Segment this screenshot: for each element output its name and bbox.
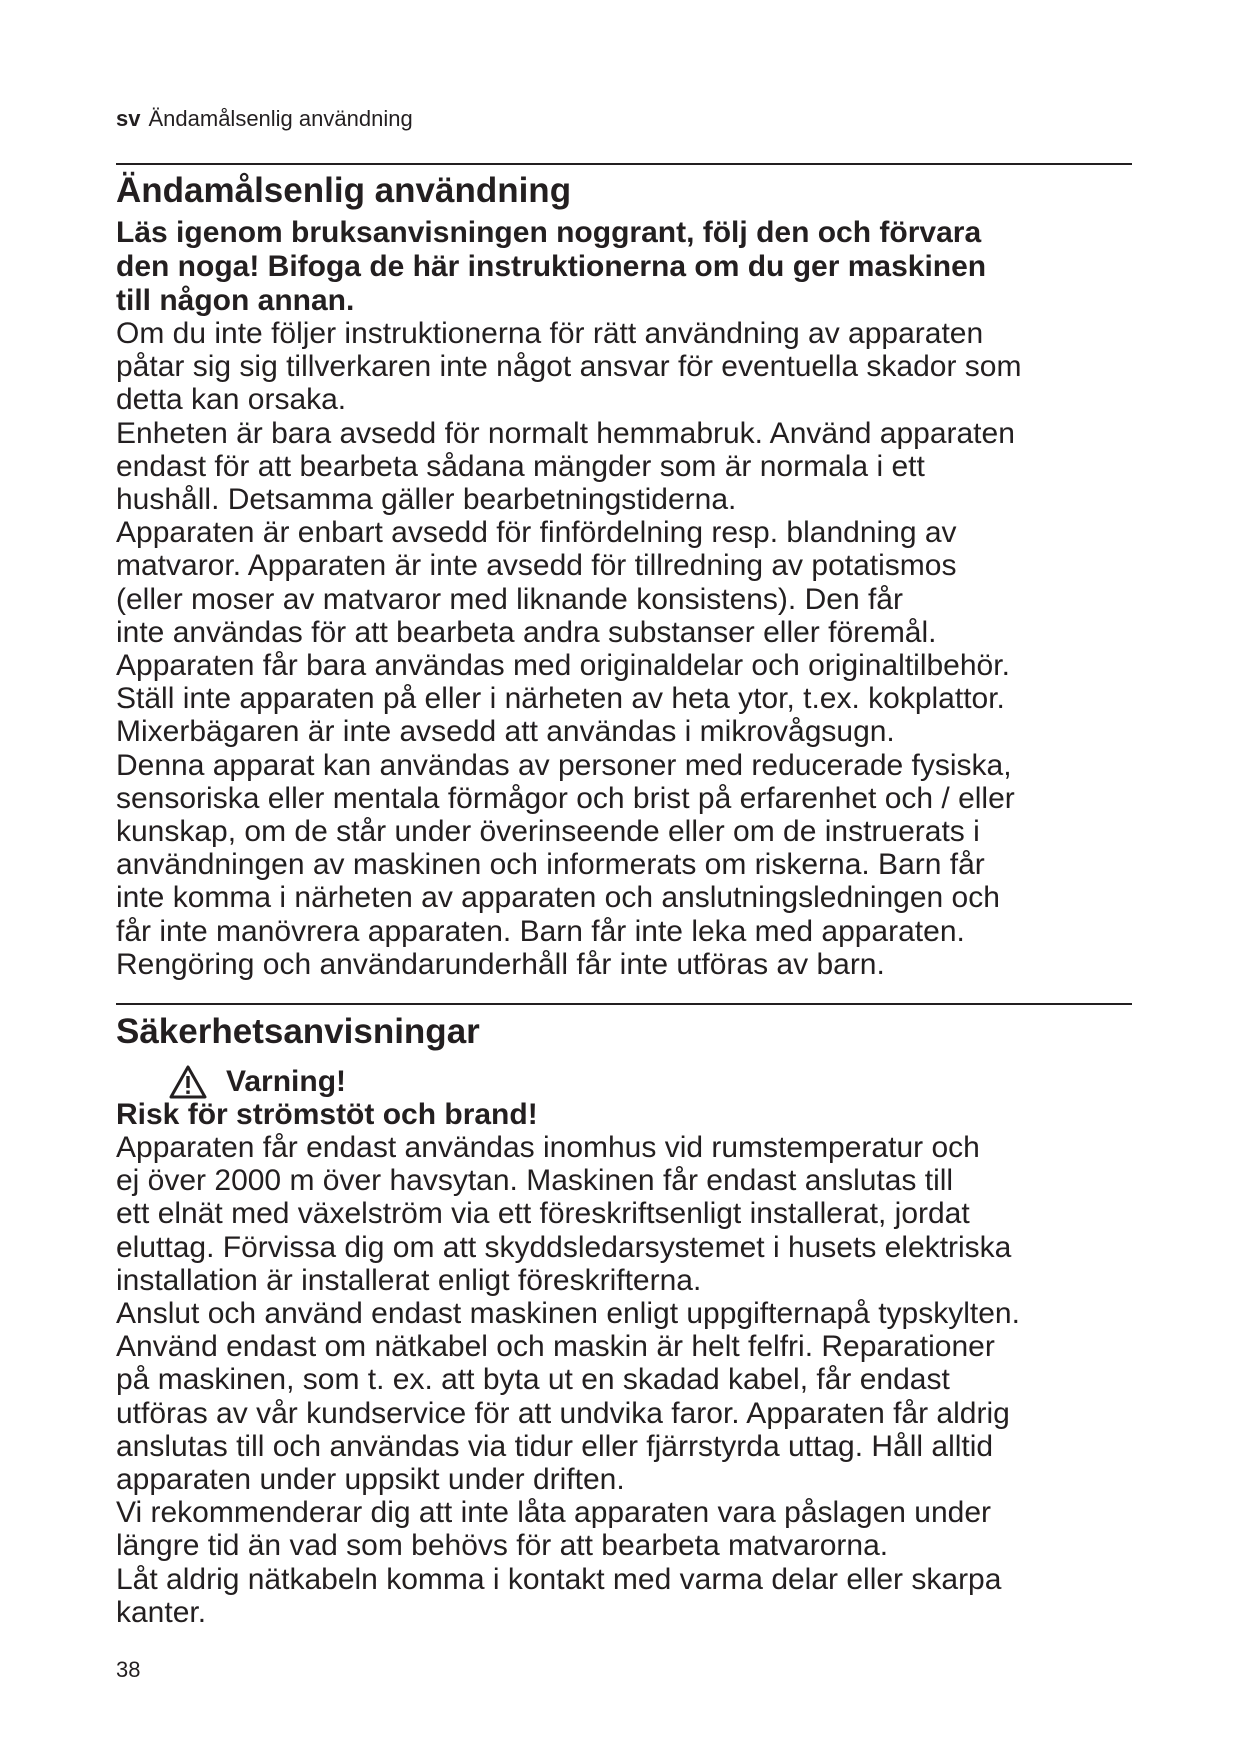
intended-use-body	[116, 317, 1132, 981]
body-line: Apparaten får bara användas med originaldelar och originaltilbehör.	[116, 649, 1010, 683]
body-line: användningen av maskinen och informerats om riskerna. Barn får	[116, 848, 985, 882]
intro-line: till någon annan.	[116, 283, 355, 317]
section-heading-safety: Säkerhetsanvisningar	[116, 1012, 480, 1051]
body-line: hushåll. Detsamma gäller bearbetningstiderna.	[116, 483, 737, 517]
body-line: ej över 2000 m över havsytan. Maskinen får endast anslutas till	[116, 1164, 954, 1198]
warning-label: Varning!	[226, 1065, 347, 1098]
body-line: inte komma i närheten av apparaten och anslutningsledningen och	[116, 881, 1000, 915]
body-line: Rengöring och användarunderhåll får inte utföras av barn.	[116, 947, 885, 981]
body-line: Enheten är bara avsedd för normalt hemmabruk. Använd apparaten	[116, 416, 1015, 450]
body-line: Anslut och använd endast maskinen enligt uppgifternapå typskylten.	[116, 1297, 1020, 1331]
body-line: sensoriska eller mentala förmågor och brist på erfarenhet och / eller	[116, 781, 1015, 815]
intro-line: den noga! Bifoga de här instruktionerna om du ger maskinen	[116, 249, 987, 283]
body-line: Denna apparat kan användas av personer med reducerade fysiska,	[116, 748, 1012, 782]
section-divider	[116, 163, 1132, 165]
body-line: matvaror. Apparaten är inte avsedd för tillredning av potatismos	[116, 549, 957, 583]
body-line: Apparaten får endast användas inomhus vid rumstemperatur och	[116, 1131, 980, 1164]
risk-heading: Risk för strömstöt och brand!	[116, 1098, 538, 1131]
page-number: 38	[116, 1657, 141, 1682]
body-line: på maskinen, som t. ex. att byta ut en skadad kabel, får endast	[116, 1363, 950, 1397]
safety-body	[116, 1131, 1132, 1629]
body-line: utföras av vår kundservice för att undvika faror. Apparaten får aldrig	[116, 1396, 1010, 1430]
body-line: Om du inte följer instruktionerna för rätt användning av apparaten	[116, 317, 984, 350]
body-line: Vi rekommenderar dig att inte låta apparaten vara påslagen under	[116, 1496, 991, 1530]
body-line: detta kan orsaka.	[116, 383, 347, 417]
body-line: (eller moser av matvaror med liknande konsistens). Den får	[116, 582, 903, 616]
body-line: Ställ inte apparaten på eller i närheten av heta ytor, t.ex. kokplattor.	[116, 682, 1005, 716]
body-line: kanter.	[116, 1595, 207, 1629]
body-line: kunskap, om de står under överinseende eller om de instruerats i	[116, 815, 980, 849]
intro-instructions	[116, 216, 1132, 317]
body-line: inte användas för att bearbeta andra substanser eller föremål.	[116, 615, 937, 649]
section-divider	[116, 1003, 1132, 1005]
language-code: sv	[116, 106, 141, 131]
body-line: Använd endast om nätkabel och maskin är helt felfri. Reparationer	[116, 1330, 995, 1364]
body-line: ett elnät med växelström via ett föreskriftsenligt installerat, jordat	[116, 1197, 970, 1231]
intro-line: Läs igenom bruksanvisningen noggrant, följ den och förvara	[116, 216, 982, 249]
body-line: eluttag. Förvissa dig om att skyddsledarsystemet i husets elektriska	[116, 1230, 1012, 1264]
section-heading-intended-use: Ändamålsenlig användning	[116, 171, 572, 210]
body-line: installation är installerat enligt föreskrifterna.	[116, 1263, 702, 1297]
body-line: apparaten under uppsikt under driften.	[116, 1463, 625, 1497]
body-line: får inte manövrera apparaten. Barn får inte leka med apparaten.	[116, 914, 965, 948]
risk-heading-block	[116, 1098, 1132, 1132]
body-line: Mixerbägaren är inte avsedd att användas i mikrovågsugn.	[116, 715, 895, 749]
body-line: anslutas till och användas via tidur eller fjärrstyrda uttag. Håll alltid	[116, 1429, 994, 1463]
body-line: endast för att bearbeta sådana mängder som är normala i ett	[116, 449, 925, 483]
warning-callout	[168, 1064, 346, 1100]
warning-triangle-icon	[168, 1064, 208, 1100]
body-line: Låt aldrig nätkabeln komma i kontakt med varma delar eller skarpa	[116, 1562, 1002, 1596]
body-line: längre tid än vad som behövs för att bearbeta matvarorna.	[116, 1529, 889, 1563]
running-header	[116, 106, 413, 132]
body-line: Apparaten är enbart avsedd för finfördelning resp. blandning av	[116, 516, 957, 550]
body-line: påtar sig sig tillverkaren inte något ansvar för eventuella skador som	[116, 350, 1022, 384]
header-title: Ändamålsenlig användning	[148, 106, 413, 131]
